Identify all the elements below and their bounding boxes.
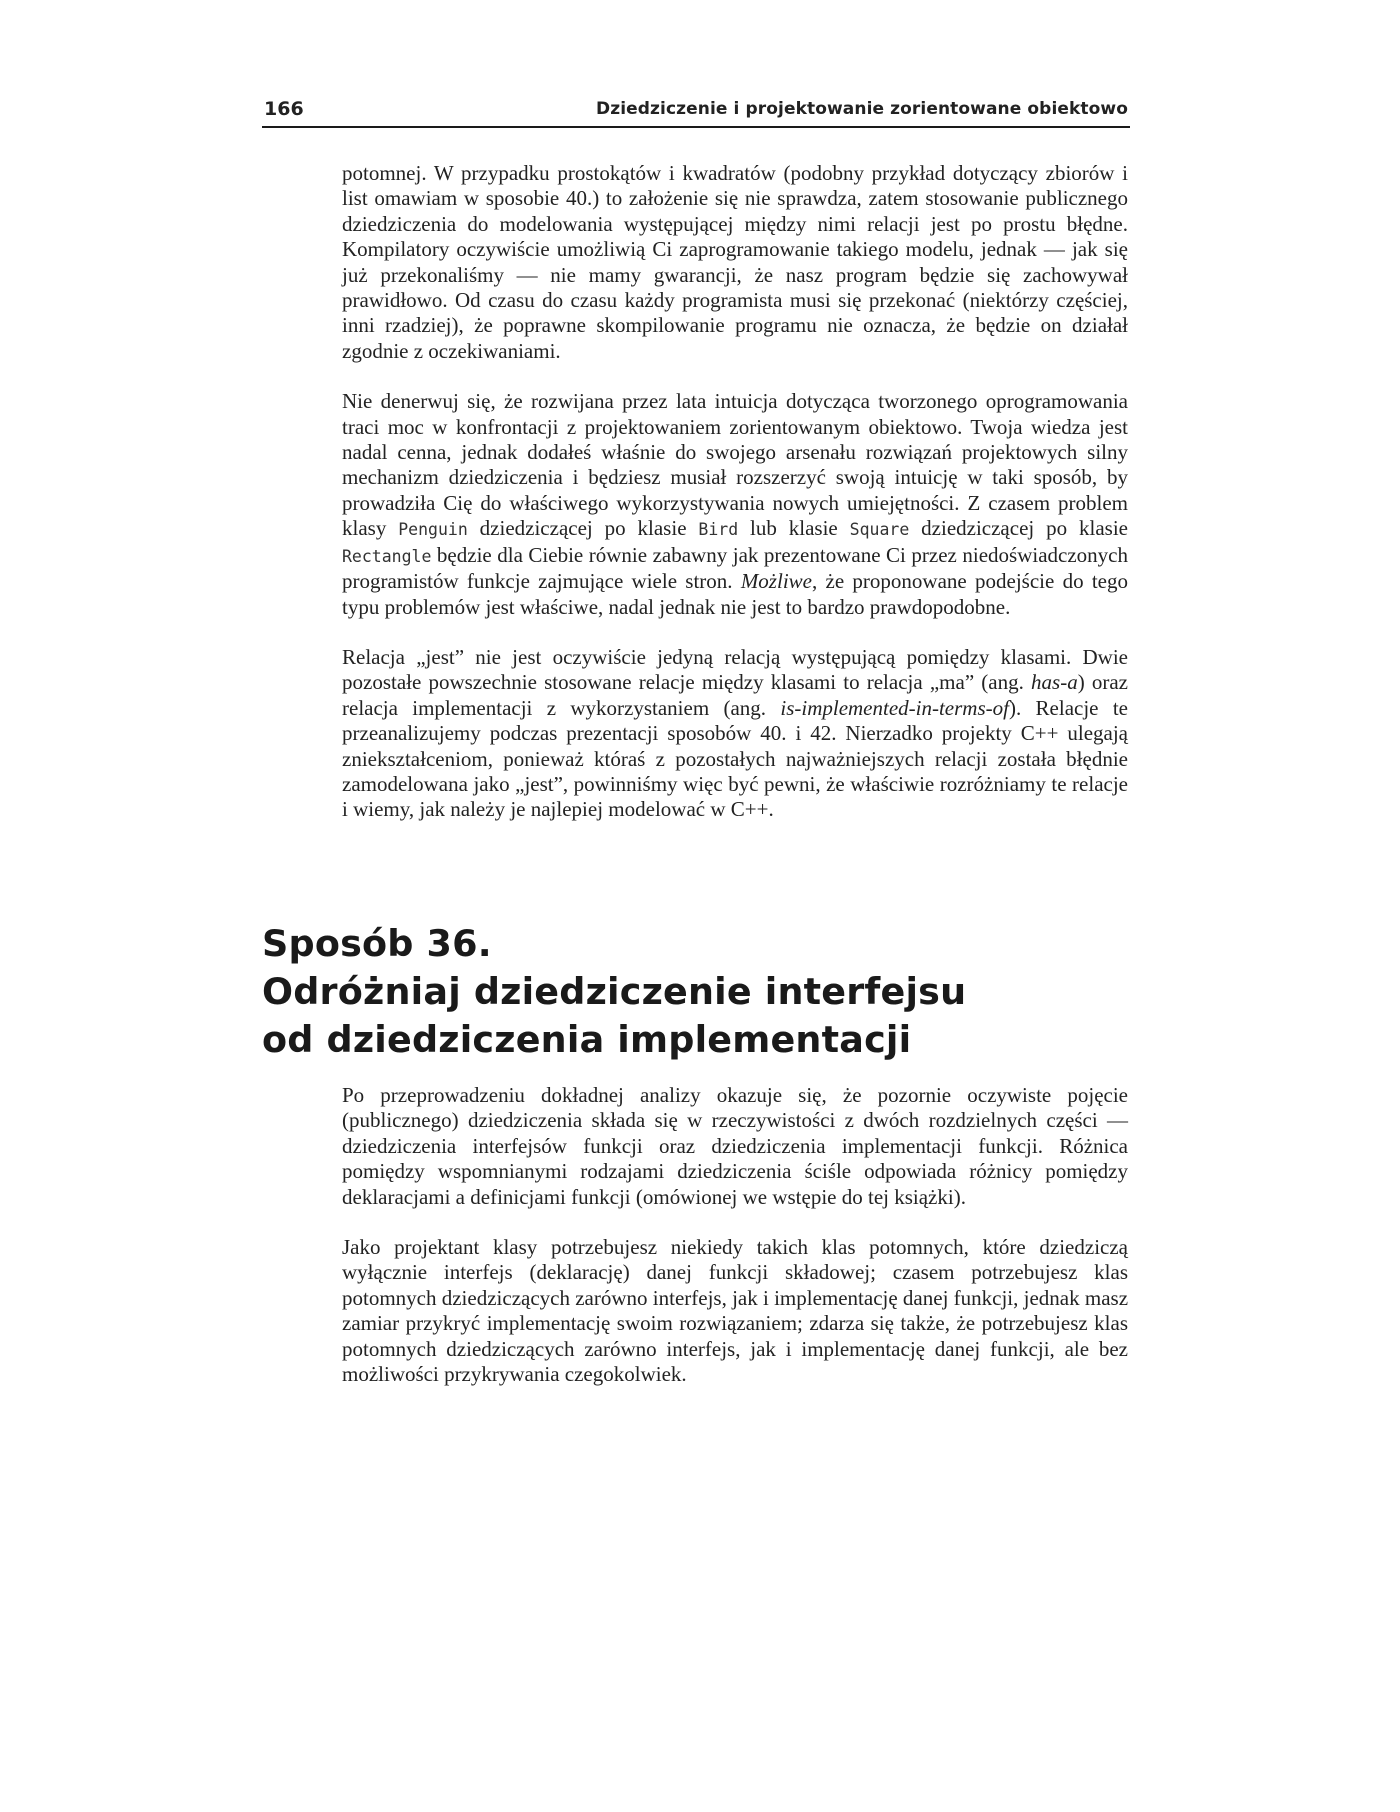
heading-line-1: Sposób 36. — [262, 922, 492, 965]
paragraph-2-text-2: dziedziczącej po klasie — [467, 516, 699, 541]
page-number: 166 — [264, 98, 304, 120]
paragraph-3-text-2: ) oraz relacja implementacji z wykorzystaniem (ang. — [342, 670, 1128, 720]
paragraph-2 — [342, 389, 1128, 620]
running-head: Dziedziczenie i projektowanie zorientowane obiektowo — [596, 99, 1128, 119]
paragraph-3-text-1: Relacja „jest” nie jest oczywiście jedyną relacją występującą pomiędzy klasami. Dwie pozostałe powszechnie stosowane relacje między klasami to relacja „ma” (ang. — [342, 644, 1128, 695]
paragraph-2-text-5: będzie dla Ciebie równie zabawny jak prezentowane Ci przez niedoświadczonych programistów funkcje zajmujące wiele stron. — [342, 542, 1128, 594]
body-section-1 — [342, 161, 1128, 848]
paragraph-2-text-1: Nie denerwuj się, że rozwijana przez lata intuicja dotycząca tworzonego oprogramowania traci moc w konfrontacji z projektowaniem zorientowanym obiektowo. Twoja wiedza jest nadal cenna, jednak dodałeś właśnie do swojego arsenału rozwiązań projektowych silny mechanizm dziedziczenia i będziesz musiał rozszerzyć swoją intuicję w taki sposób, by prowadziła Cię do właściwego wykorzystywania nowych umiejętności. Z czasem problem klasy — [342, 389, 1128, 541]
code-rectangle: Rectangle — [342, 546, 432, 566]
paragraph-4: Po przeprowadzeniu dokładnej analizy okazuje się, że pozornie oczywiste pojęcie (publicznego) dziedziczenia składa się w rzeczywistości z dwóch rozdzielnych części — dziedziczenia interfejsów funkcji oraz dziedziczenia implementacji funkcji. Różnica pomiędzy wspomnianymi rodzajami dziedziczenia ściśle odpowiada różnicy pomiędzy deklaracjami a definicjami funkcji (omówionej we wstępie do tej książki). — [342, 1083, 1128, 1209]
paragraph-3 — [342, 645, 1128, 823]
paragraph-5: Jako projektant klasy potrzebujesz niekiedy takich klas potomnych, które dziedziczą wyłącznie interfejs (deklarację) danej funkcji składowej; czasem potrzebujesz klas potomnych dziedziczących zarówno interfejs, jak i implementację danej funkcji, jednak masz zamiar przykryć implementację swoim rozwiązaniem; zdarza się także, że potrzebujesz klas potomnych dziedziczących zarówno interfejs, jak i implementację danej funkcji, ale bez możliwości przykrywania czegokolwiek. — [342, 1235, 1129, 1387]
code-bird: Bird — [698, 520, 739, 540]
emphasis-mozliwe: Możliwe — [740, 569, 812, 594]
term-has-a: has-a — [1031, 670, 1078, 695]
paragraph-2-text-3: lub klasie — [738, 516, 850, 541]
term-is-implemented-in-terms-of: is-implemented-in-terms-of — [780, 695, 1009, 720]
paragraph-3-text-3: ). Relacje te przeanalizujemy podczas prezentacji sposobów 40. i 42. Nierzadko projekty C++ ulegają zniekształceniom, ponieważ któraś z pozostałych najważniejszych relacji została błędnie zamodelowana jako „jest”, powinniśmy więc być pewni, że właściwie rozróżniamy te relacje i wiemy, jak należy je najlepiej modelować w C++. — [342, 695, 1128, 822]
paragraph-2-text-4: dziedziczącej po klasie — [909, 516, 1128, 541]
paragraph-2-text-6: , że proponowane podejście do tego typu problemów jest właściwe, nadal jednak nie jest to bardzo prawdopodobne. — [342, 569, 1128, 619]
section-heading — [262, 920, 1142, 1064]
body-section-2 — [342, 1083, 1128, 1412]
code-square: Square — [849, 520, 910, 540]
code-penguin: Penguin — [398, 520, 468, 540]
page-header — [262, 96, 1130, 128]
heading-line-3: od dziedziczenia implementacji — [262, 1018, 912, 1061]
heading-line-2: Odróżniaj dziedziczenie interfejsu — [262, 970, 967, 1013]
paragraph-1: potomnej. W przypadku prostokątów i kwadratów (podobny przykład dotyczący zbiorów i list omawiam w sposobie 40.) to założenie się nie sprawdza, zatem stosowanie publicznego dziedziczenia do modelowania występującej między nimi relacji jest po prostu błędne. Kompilatory oczywiście umożliwią Ci zaprogramowanie takiego modelu, jednak — jak się już przekonaliśmy — nie mamy gwarancji, że nasz program będzie się zachowywał prawidłowo. Od czasu do czasu każdy programista musi się przekonać (niektórzy częściej, inni rzadziej), że poprawne skompilowanie programu nie oznacza, że będzie on działał zgodnie z oczekiwaniami. — [342, 161, 1128, 363]
